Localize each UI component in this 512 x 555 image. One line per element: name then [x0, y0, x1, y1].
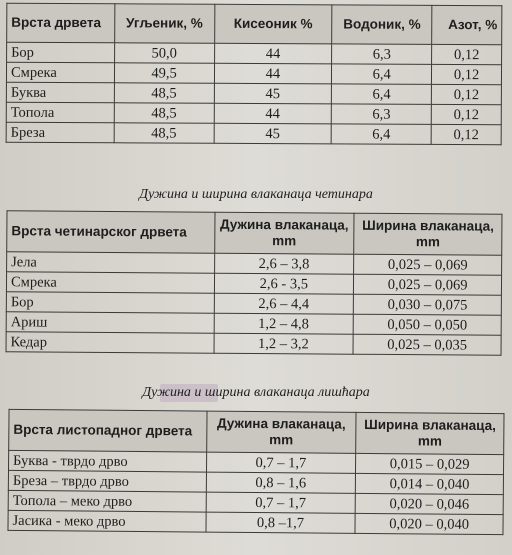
table-cell: Бреза – тврдо дрво	[8, 470, 206, 492]
column-header: Дужина влаканаца, mm	[206, 411, 356, 453]
table-cell: 0,7 – 1,7	[206, 492, 356, 513]
table-cell: 0,014 – 0,040	[356, 473, 504, 494]
table-row	[7, 42, 502, 65]
table-cell: Буква	[6, 82, 114, 103]
table-cell: 0,7 – 1,7	[206, 452, 356, 473]
table-cell: 48,5	[114, 83, 214, 104]
table-cell: 0,8 – 1,6	[206, 472, 356, 493]
column-header: Врста дрвета	[7, 3, 115, 43]
table-cell: 45	[214, 83, 332, 104]
table-row	[6, 332, 501, 355]
column-header: Ширина влаканаца, mm	[354, 213, 502, 255]
table-cell: 44	[214, 63, 332, 84]
table-cell: Јела	[7, 252, 215, 273]
table-row	[6, 62, 501, 85]
table-cell: 0,12	[432, 64, 502, 84]
table-cell: 6,4	[332, 64, 432, 85]
table-cell: Јасика - меко дрво	[8, 510, 206, 532]
table-cell: 0,12	[431, 84, 501, 104]
table-cell: Кедар	[6, 332, 214, 353]
column-header: Азот, %	[432, 5, 502, 44]
column-header: Водоник, %	[332, 5, 432, 45]
table-cell: Бор	[7, 42, 115, 63]
column-header: Дужина влаканаца, mm	[214, 212, 354, 254]
table-cell: 1,2 – 3,2	[214, 333, 354, 354]
deciduous-fiber-table	[7, 409, 504, 535]
table-cell: Топола	[6, 102, 114, 123]
conifer-fiber-table	[6, 210, 503, 355]
table-row	[6, 102, 501, 125]
table-header-row	[7, 211, 502, 255]
table-cell: Бреза	[6, 122, 114, 143]
table-row	[6, 82, 501, 105]
table-cell: 50,0	[114, 43, 214, 64]
table-cell: 0,12	[432, 44, 502, 64]
column-header: Угљеник, %	[114, 4, 214, 44]
table-cell: 0,025 – 0,069	[354, 254, 502, 275]
table-cell: Смрека	[6, 272, 214, 293]
table-cell: 6,4	[332, 84, 432, 105]
table-cell: 48,5	[114, 103, 214, 124]
column-header: Кисеоник %	[214, 4, 332, 44]
table-cell: 2,6 - 3,5	[214, 273, 354, 294]
table-cell: 6,3	[332, 104, 432, 125]
table-cell: 0,030 – 0,075	[354, 294, 502, 315]
table-cell: 6,4	[331, 124, 431, 145]
table-cell: Смрека	[6, 62, 114, 83]
column-header: Ширина влаканаца, mm	[356, 412, 504, 454]
table-cell: 0,025 – 0,035	[353, 334, 501, 355]
table-cell: Топола – меко дрво	[8, 490, 206, 512]
table-row	[6, 122, 501, 145]
table-cell: 0,025 – 0,069	[354, 274, 502, 295]
conifer-fiber-caption: Дужина и ширина влаканаца четинара	[139, 187, 373, 202]
table-header-row	[9, 409, 504, 454]
table-cell: 0,020 – 0,046	[355, 493, 503, 514]
table-cell: 2,6 – 3,8	[214, 253, 354, 274]
table-cell: 44	[214, 103, 332, 124]
table-cell: 6,3	[332, 44, 432, 65]
table-cell: 0,12	[431, 124, 501, 144]
table-cell: 0,015 – 0,029	[356, 453, 504, 474]
table-row	[8, 510, 503, 534]
table-cell: 2,6 – 4,4	[214, 293, 354, 314]
column-header: Врста листопадног дрвета	[9, 409, 207, 452]
table-header-row	[7, 3, 502, 45]
table-cell: Буква - тврдо дрво	[9, 450, 207, 472]
table-cell: 48,5	[114, 123, 214, 144]
table-cell: 49,5	[114, 63, 214, 84]
table-cell: 0,12	[431, 104, 501, 124]
column-header: Врста четинарског дрвета	[7, 211, 215, 253]
table-cell: 0,020 – 0,040	[355, 513, 503, 534]
table-cell: Бор	[6, 292, 214, 313]
wood-composition-table	[6, 3, 503, 146]
table-cell: 44	[214, 43, 332, 64]
table-cell: 45	[214, 123, 332, 144]
table-cell: 0,050 – 0,050	[353, 314, 501, 335]
table-cell: 1,2 – 4,8	[214, 313, 354, 334]
table-cell: Ариш	[6, 312, 214, 333]
table-cell: 0,8 –1,7	[206, 512, 356, 533]
deciduous-fiber-caption: Дужина и ширина влаканаца лишћара	[142, 385, 370, 400]
